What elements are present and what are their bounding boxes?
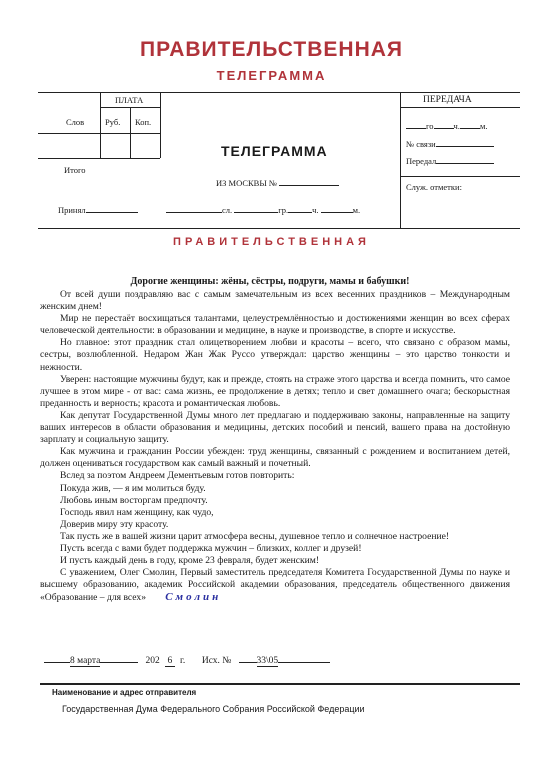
sender-value: Государственная Дума Федерального Собрания Российской Федерации (62, 704, 365, 714)
divider (400, 107, 520, 108)
telegram-heading: ТЕЛЕГРАММА (221, 143, 328, 159)
peredacha-time: го ч. м. (406, 121, 487, 131)
telegram-form (38, 92, 520, 229)
letter-heading: Дорогие женщины: жёны, сёстры, подруги, мамы и бабушки! (130, 276, 410, 287)
paragraph: Уверен: настоящие мужчины будут, как и прежде, стоять на страже этого царства и всегда помнить, что самое лучшее в этом мире - от вас: сама жизнь, ее продолжение в детях; тепло и свет домашнего очага; бескорыстная преданность и верность; красота и романтическая любовь. (40, 373, 510, 409)
paragraph: Как депутат Государственной Думы много лет предлагаю и поддерживаю законы, направленные на защиту ваших интересов в области образования и медицины, детских пособий и пенсий, вашего права на достойную зарплату и социальную защиту. (40, 409, 510, 446)
poem-line: Доверив миру эту красоту. (60, 518, 169, 530)
ref-number: 33\05 (256, 656, 279, 666)
paragraph: От всей души поздравляю вас с самым замечательным из всех весенних праздников – Международным женским днем! (40, 289, 510, 313)
paragraph: Так пусть же в вашей жизни царит атмосфера весны, душевное тепло и солнечное настроение! (60, 530, 450, 542)
divider (100, 93, 101, 158)
slov-label: Слов (66, 117, 85, 127)
poem-line: Любовь иным восторгам предпочту. (60, 494, 208, 506)
prinyal-label: Принял (58, 205, 138, 215)
date-line: сл. гр. ч. м. (166, 205, 360, 215)
divider (400, 176, 520, 177)
closing-paragraph: С уважением, Олег Смолин, Первый заместитель председателя Комитета Государственной Думы по науке и высшему образованию, академик Российской академии образования, председатель общественного движения «Образование – для всех» Смолин (40, 567, 510, 604)
divider (38, 133, 160, 134)
paragraph: Мир не перестаёт восхищаться талантами, целеустремлённостью и достижениями женщин во всех сферах человеческой деятельности: в образовании и медицине, в науке и производстве, в спорте и искусстве. (40, 313, 510, 337)
divider (160, 93, 161, 158)
from-line: ИЗ МОСКВЫ № (216, 178, 339, 188)
poem-line: Покуда жив, — я им молиться буду. (60, 482, 206, 494)
date-ref-line: 8 марта 202 6 г. Исх. № 33\05 (44, 656, 330, 666)
divider (400, 93, 401, 228)
paragraph: Вслед за поэтом Андреем Дементьевым готов повторить: (60, 470, 295, 482)
page-title: ПРАВИТЕЛЬСТВЕННАЯ (139, 38, 404, 61)
kop-label: Коп. (135, 117, 152, 127)
divider (38, 158, 160, 159)
divider (100, 107, 160, 108)
peredal-line: Передал (406, 156, 494, 166)
banner-label: ПРАВИТЕЛЬСТВЕННАЯ (173, 236, 370, 248)
footer-divider (40, 683, 520, 685)
sluzh-label: Служ. отметки: (406, 182, 462, 192)
no-svyazi-line: № связи (406, 139, 494, 149)
paragraph: Как мужчина и гражданин России убежден: труд женщины, связанный с рождением и воспитанием детей, должен оцениваться государством как самый важный и почетный. (40, 446, 510, 470)
sender-label: Наименование и адрес отправителя (52, 688, 197, 697)
plata-label: ПЛАТА (115, 95, 144, 105)
itogo-label: Итого (64, 165, 86, 175)
paragraph: Но главное: этот праздник стал олицетворением любви и красоты – всего, что связано с образом мамы, сестры, возлюбленной. Недаром Жан Жак Руссо утверждал: царство женщины – это царство тонкости и нежности. (40, 337, 510, 373)
letter-date: 8 марта (70, 656, 101, 666)
paragraph: И пусть каждый день в году, кроме 23 февраля, будет женским! (60, 555, 320, 567)
signature: Смолин (165, 591, 222, 604)
letter-body (40, 289, 510, 604)
rub-label: Руб. (105, 117, 121, 127)
poem-line: Господь явил нам женщину, как чудо, (60, 506, 214, 518)
peredacha-label: ПЕРЕДАЧА (423, 95, 472, 105)
page-subtitle: ТЕЛЕГРАММА (216, 68, 327, 83)
paragraph: Пусть всегда с вами будет поддержка мужчин – близких, коллег и друзей! (60, 542, 362, 554)
